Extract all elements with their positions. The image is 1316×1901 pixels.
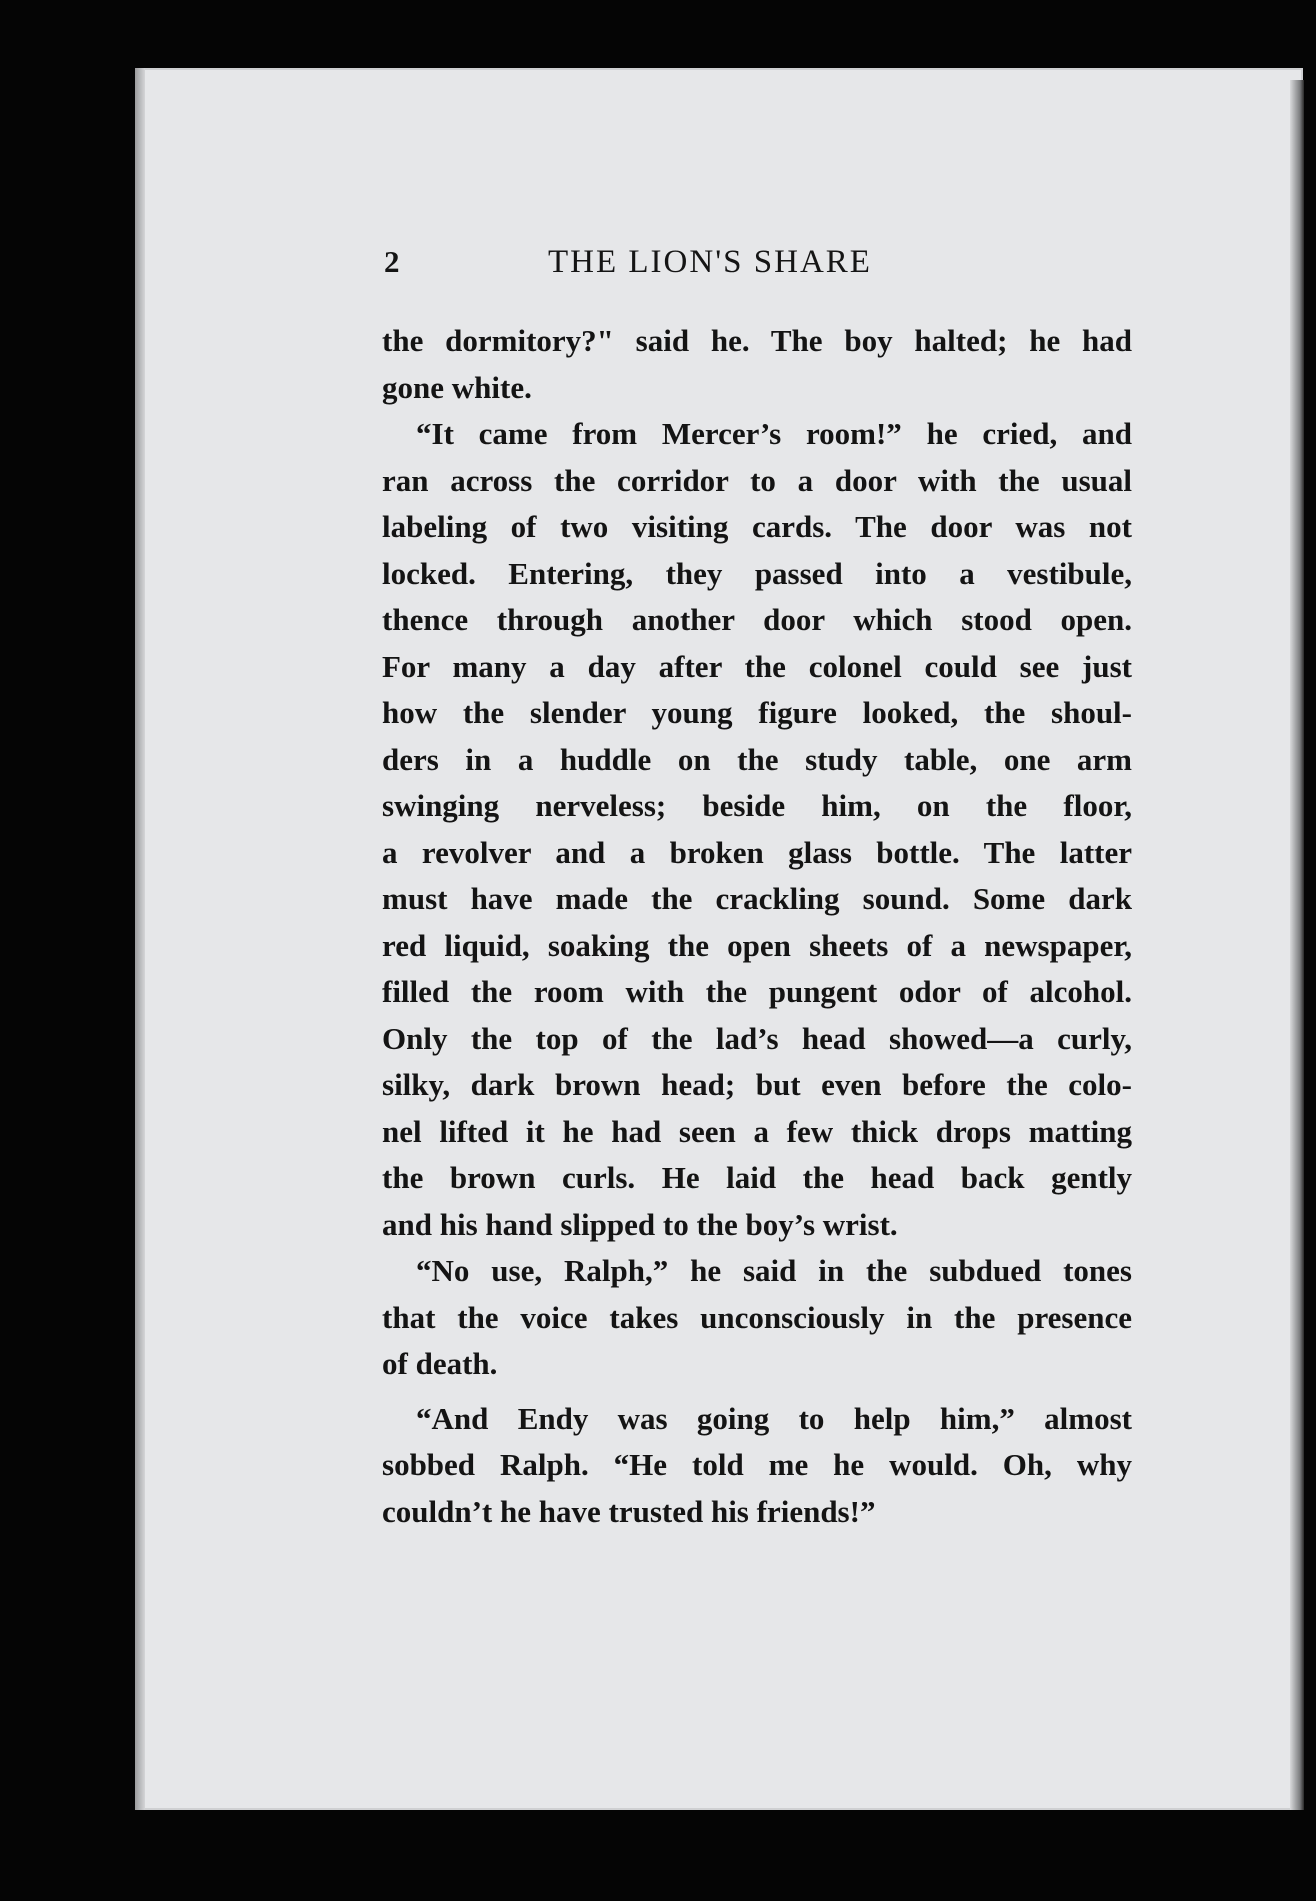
text-line: how the slender young figure looked, the shoul-	[382, 695, 1132, 730]
text-line: “And Endy was going to help him,” almost	[416, 1400, 1132, 1436]
running-head	[384, 240, 1044, 284]
text-line: labeling of two visiting cards. The door was not	[382, 509, 1132, 544]
text-line: filled the room with the pungent odor of alcohol.	[382, 974, 1132, 1009]
text-line: that the voice takes unconsciously in the presence	[382, 1299, 1132, 1335]
text-line: ders in a huddle on the study table, one arm	[382, 741, 1132, 777]
body-text	[382, 318, 1132, 1535]
text-line: and his hand slipped to the boy’s wrist.	[382, 1206, 898, 1242]
text-line: silky, dark brown head; but even before the colo-	[382, 1067, 1132, 1102]
text-line: For many a day after the colonel could see just	[382, 648, 1132, 684]
text-line: nel lifted it he had seen a few thick drops matting	[382, 1113, 1132, 1149]
text-line: Only the top of the lad’s head showed—a curly,	[382, 1020, 1132, 1056]
text-line: red liquid, soaking the open sheets of a newspaper,	[382, 927, 1132, 963]
text-line: “No use, Ralph,” he said in the subdued tones	[416, 1253, 1132, 1288]
text-line: locked. Entering, they passed into a vestibule,	[382, 555, 1132, 591]
text-line: swinging nerveless; beside him, on the floor,	[382, 788, 1132, 823]
text-line: sobbed Ralph. “He told me he would. Oh, why	[382, 1447, 1132, 1482]
book-title: THE LION'S SHARE	[548, 244, 872, 280]
paragraph-2	[382, 411, 1132, 1248]
text-line: the dormitory?" said he. The boy halted; he had	[382, 323, 1132, 358]
text-line: “It came from Mercer’s room!” he cried, and	[416, 416, 1132, 451]
text-line: couldn’t he have trusted his friends!”	[382, 1493, 876, 1529]
page-number: 2	[384, 244, 400, 279]
text-line: of death.	[382, 1346, 498, 1381]
text-line: ran across the corridor to a door with the usual	[382, 462, 1132, 498]
paragraph-gap	[382, 1388, 1132, 1396]
text-line: the brown curls. He laid the head back gently	[382, 1160, 1132, 1195]
text-line: gone white.	[382, 369, 532, 405]
page-right-edge	[1290, 80, 1304, 1810]
page-left-edge	[135, 68, 145, 1810]
text-line: must have made the crackling sound. Some dark	[382, 881, 1132, 916]
paragraph-4	[382, 1396, 1132, 1536]
paragraph-1	[382, 318, 1132, 411]
paragraph-3	[382, 1248, 1132, 1388]
text-line: thence through another door which stood open.	[382, 602, 1132, 637]
text-line: a revolver and a broken glass bottle. The latter	[382, 834, 1132, 870]
